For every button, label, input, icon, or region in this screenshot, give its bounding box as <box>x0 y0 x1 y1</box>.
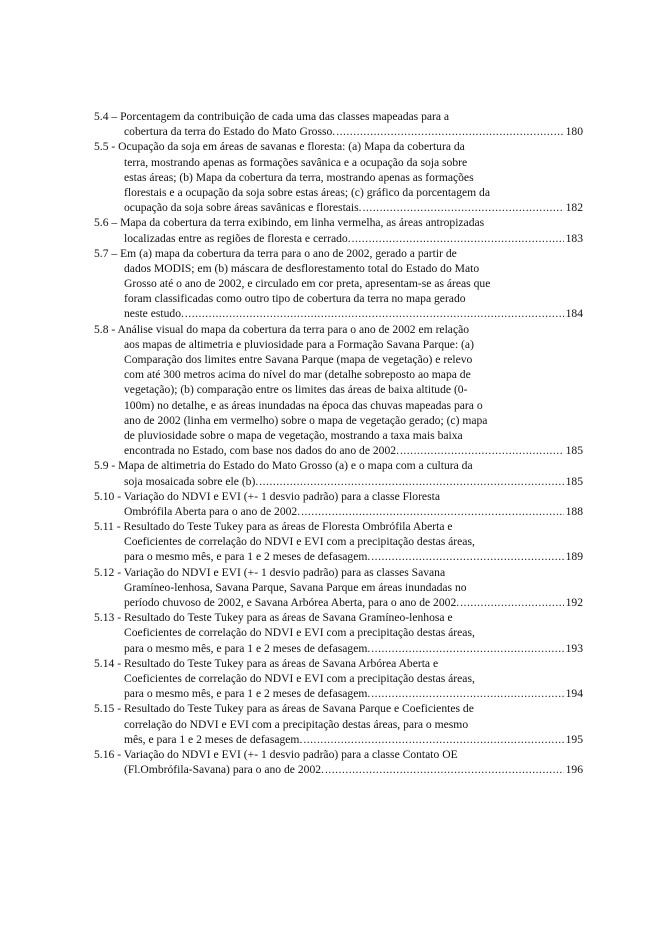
toc-entry-text: estas áreas; (b) Mapa da cobertura da terra, mostrando apenas as formações <box>124 170 474 184</box>
toc-entry-text: Grosso até o ano de 2002, e circulado em cor preta, apresentam-se as áreas que <box>124 277 491 291</box>
toc-entry-continuation-line <box>94 671 583 686</box>
toc-entry-text: Coeficientes de correlação do NDVI e EVI com a precipitação destas áreas, <box>124 626 475 640</box>
toc-entry-text: com até 300 metros acima do nível do mar (detalhe sobreposto ao mapa de <box>124 368 471 382</box>
toc-entry-text: de pluviosidade sobre o mapa de vegetação, mostrando a taxa mais baixa <box>124 428 463 442</box>
toc-entry-text: Comparação dos limites entre Savana Parque (mapa de vegetação) e relevo <box>124 353 473 366</box>
toc-entry-continuation-line <box>94 155 583 170</box>
toc-entry-text: Gramíneo-lenhosa, Savana Parque, Savana Parque em áreas inundadas no <box>124 580 467 594</box>
toc-entry-text: 5.4 – Porcentagem da contribuição de cada uma das classes mapeadas para a <box>94 110 450 123</box>
toc-entry <box>94 139 583 215</box>
toc-entry-continuation-line <box>94 413 583 428</box>
toc-entry-continuation-line <box>94 762 583 777</box>
dot-leader <box>258 474 563 489</box>
toc-entry-text: Ombrófila Aberta para o ano de 2002. <box>124 504 301 518</box>
toc-page-number: 192 <box>565 596 583 609</box>
dot-leader <box>335 124 563 139</box>
toc-entry-text: 5.12 - Variação do NDVI e EVI (+- 1 desvio padrão) para as classes Savana <box>94 565 446 579</box>
toc-entry-title-line <box>94 565 583 580</box>
toc-entry-title-line <box>94 215 583 230</box>
toc-entry-text: mês, e para 1 e 2 meses de defasagem. <box>124 732 303 746</box>
toc-entry-text: vegetação); (b) comparação entre os limites das áreas de baixa altitude (0- <box>124 383 468 397</box>
toc-entry <box>94 322 583 459</box>
toc-entry-continuation-line <box>94 428 583 443</box>
toc-page-number: 194 <box>565 687 583 701</box>
toc-page-number: 185 <box>565 444 583 458</box>
dot-leader <box>302 732 563 747</box>
toc-entry <box>94 519 583 565</box>
toc-entry-continuation-line <box>94 474 583 489</box>
toc-entry-text: correlação do NDVI e EVI com a precipitação destas áreas, para o mesmo <box>124 717 469 731</box>
toc-entry-text: 5.9 - Mapa de altimetria do Estado do Mato Grosso (a) e o mapa com a cultura da <box>94 459 473 473</box>
toc-entry-text: Coeficientes de correlação do NDVI e EVI com a precipitação destas áreas, <box>124 535 475 549</box>
toc-entry-continuation-line <box>94 306 583 321</box>
toc-entry-text: dados MODIS; em (b) máscara de desflorestamento total do Estado do Mato <box>124 261 480 275</box>
toc-entry-continuation-line <box>94 732 583 747</box>
dot-leader <box>459 595 563 610</box>
toc-page-number: 195 <box>565 732 583 746</box>
toc-entry-text: encontrada no Estado, com base nos dados do ano de 2002. <box>124 444 399 458</box>
dot-leader <box>362 200 564 215</box>
toc-entry-continuation-line <box>94 367 583 382</box>
toc-entry-text: período chuvoso de 2002, e Savana Arbórea Aberta, para o ano de 2002. <box>124 596 460 609</box>
toc-entry <box>94 610 583 656</box>
toc-entry-text: (Fl.Ombrófila-Savana) para o ano de 2002. <box>124 763 324 777</box>
toc-entry-continuation-line <box>94 686 583 701</box>
toc-entry-title-line <box>94 246 583 261</box>
toc-entry-continuation-line <box>94 717 583 732</box>
toc-entry-title-line <box>94 109 583 124</box>
toc-entry <box>94 215 583 245</box>
toc-entry-continuation-line <box>94 291 583 306</box>
dot-leader <box>324 762 564 777</box>
toc-entry <box>94 656 583 702</box>
toc-entry-continuation-line <box>94 352 583 367</box>
toc-entry-continuation-line <box>94 170 583 185</box>
dot-leader <box>351 231 564 246</box>
dot-leader <box>184 306 564 321</box>
toc-entry-text: localizadas entre as regiões de floresta e cerrado. <box>124 231 351 245</box>
toc-page-number: 193 <box>565 641 583 655</box>
dot-leader <box>399 443 564 458</box>
toc-entry-text: 5.15 - Resultado do Teste Tukey para as áreas de Savana Parque e Coeficientes de <box>94 702 474 716</box>
toc-page-number: 196 <box>565 763 583 777</box>
toc-entry-title-line <box>94 701 583 716</box>
toc-entry-text: 5.10 - Variação do NDVI e EVI (+- 1 desvio padrão) para a classe Floresta <box>94 489 440 503</box>
toc-entry-continuation-line <box>94 124 583 139</box>
toc-entry <box>94 701 583 747</box>
toc-entry-continuation-line <box>94 580 583 595</box>
toc-entry <box>94 246 583 322</box>
toc-entry-title-line <box>94 489 583 504</box>
toc-entry-continuation-line <box>94 398 583 413</box>
toc-entry-text: 5.7 – Em (a) mapa da cobertura da terra para o ano de 2002, gerado a partir de <box>94 246 457 260</box>
toc-entry-continuation-line <box>94 261 583 276</box>
toc-entry-text: terra, mostrando apenas as formações savânica e a ocupação da soja sobre <box>124 155 468 169</box>
toc-entry-text: 100m) no detalhe, e as áreas inundadas na época das chuvas mapeadas para o <box>124 398 483 412</box>
toc-entry-text: soja mosaicada sobre ele (b). <box>124 474 259 488</box>
toc-entry <box>94 109 583 139</box>
dot-leader <box>370 686 563 701</box>
toc-entry-continuation-line <box>94 549 583 564</box>
toc-page-number: 188 <box>565 504 583 518</box>
toc-entry-text: para o mesmo mês, e para 1 e 2 meses de defasagem. <box>124 687 371 701</box>
toc-entry-title-line <box>94 610 583 625</box>
toc-entry-text: ano de 2002 (linha em vermelho) sobre o mapa de vegetação gerado; (c) mapa <box>124 413 488 427</box>
toc-page-number: 189 <box>565 550 583 564</box>
toc-entry-continuation-line <box>94 595 583 610</box>
toc-entry-title-line <box>94 139 583 154</box>
toc-entry-text: Coeficientes de correlação do NDVI e EVI com a precipitação destas áreas, <box>124 671 475 685</box>
toc-entry-continuation-line <box>94 276 583 291</box>
toc-page-number: 180 <box>565 125 583 139</box>
toc-entry-continuation-line <box>94 382 583 397</box>
dot-leader <box>300 504 564 519</box>
toc-entry <box>94 565 583 611</box>
toc-entry-continuation-line <box>94 504 583 519</box>
toc-page-number: 185 <box>565 474 583 488</box>
toc-entry-continuation-line <box>94 625 583 640</box>
toc-entry-continuation-line <box>94 337 583 352</box>
toc-entry-continuation-line <box>94 231 583 246</box>
dot-leader <box>370 549 563 564</box>
toc-entry <box>94 489 583 519</box>
toc-entry-text: 5.5 - Ocupação da soja em áreas de savanas e floresta: (a) Mapa da cobertura da <box>94 140 465 154</box>
toc-entry-text: florestais e a ocupação da soja sobre estas áreas; (c) gráfico da porcentagem da <box>124 185 490 199</box>
toc-entry-continuation-line <box>94 443 583 458</box>
toc-entry-continuation-line <box>94 641 583 656</box>
toc-entry-text: cobertura da terra do Estado do Mato Grosso. <box>124 125 336 139</box>
toc-entry-text: neste estudo. <box>124 307 184 321</box>
toc-page-number: 184 <box>565 307 583 321</box>
toc-page-number: 182 <box>565 201 583 215</box>
toc-entry-text: 5.6 – Mapa da cobertura da terra exibindo, em linha vermelha, as áreas antropizadas <box>94 216 485 230</box>
toc-entry-title-line <box>94 656 583 671</box>
list-of-figures <box>94 109 583 777</box>
dot-leader <box>370 641 563 656</box>
toc-entry-continuation-line <box>94 185 583 200</box>
toc-entry-text: para o mesmo mês, e para 1 e 2 meses de defasagem. <box>124 550 371 564</box>
toc-entry-text: 5.11 - Resultado do Teste Tukey para as áreas de Floresta Ombrófila Aberta e <box>94 520 453 534</box>
toc-entry-text: 5.13 - Resultado do Teste Tukey para as áreas de Savana Gramíneo-lenhosa e <box>94 611 453 625</box>
toc-entry-text: para o mesmo mês, e para 1 e 2 meses de defasagem. <box>124 641 371 655</box>
toc-entry-continuation-line <box>94 534 583 549</box>
toc-entry-text: 5.14 - Resultado do Teste Tukey para as áreas de Savana Arbórea Aberta e <box>94 656 439 670</box>
toc-entry-text: ocupação da soja sobre áreas savânicas e florestais. <box>124 201 362 215</box>
toc-entry <box>94 458 583 488</box>
toc-entry-continuation-line <box>94 200 583 215</box>
toc-entry-text: foram classificadas como outro tipo de cobertura da terra no mapa gerado <box>124 292 466 306</box>
toc-page-number: 183 <box>565 231 583 245</box>
toc-entry-text: aos mapas de altimetria e pluviosidade para a Formação Savana Parque: (a) <box>124 337 474 351</box>
toc-entry-title-line <box>94 519 583 534</box>
toc-entry-title-line <box>94 458 583 473</box>
toc-entry-text: 5.8 - Análise visual do mapa da cobertura da terra para o ano de 2002 em relação <box>94 322 470 336</box>
toc-entry <box>94 747 583 777</box>
toc-entry-title-line <box>94 322 583 337</box>
toc-entry-title-line <box>94 747 583 762</box>
toc-entry-text: 5.16 - Variação do NDVI e EVI (+- 1 desvio padrão) para a classe Contato OE <box>94 747 458 761</box>
